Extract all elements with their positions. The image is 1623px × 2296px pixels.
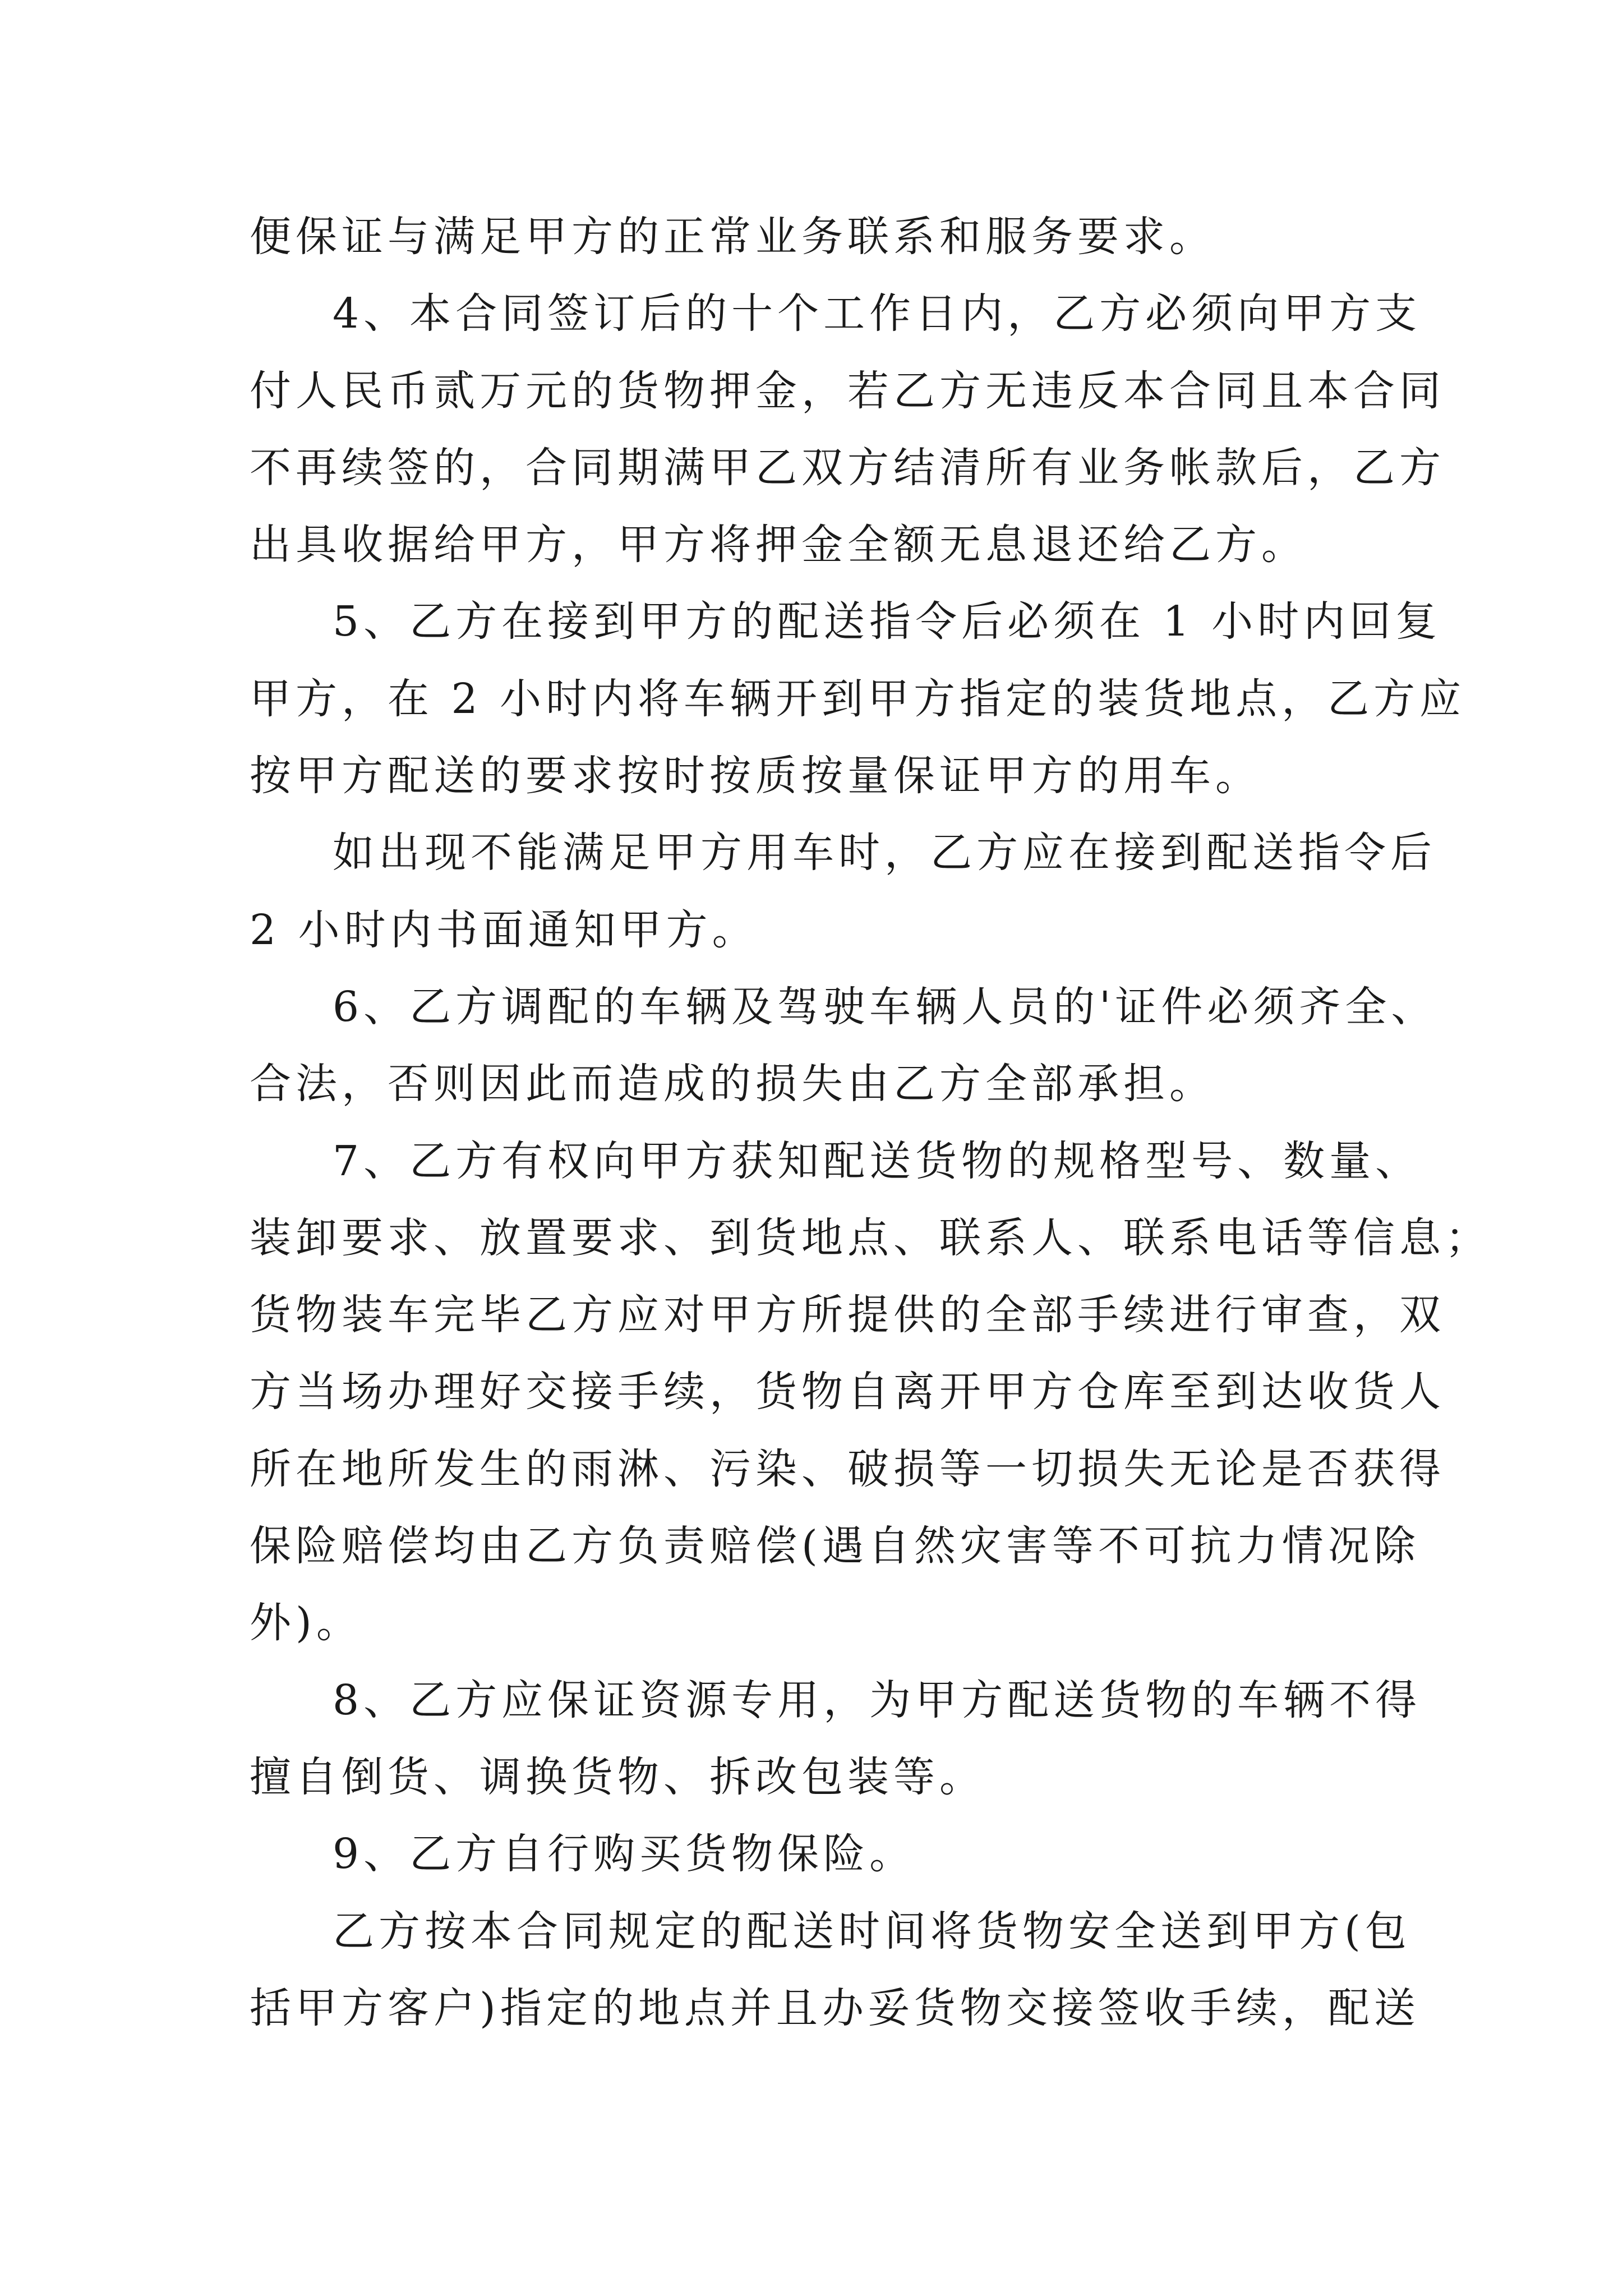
text-line: 4、本合同签订后的十个工作日内，乙方必须向甲方支 — [333, 289, 1422, 338]
text-line: 甲方，在 2 小时内将车辆开到甲方指定的装货地点，乙方应 — [250, 674, 1466, 723]
text-line: 便保证与满足甲方的正常业务联系和服务要求。 — [250, 213, 1215, 261]
text-line: 按甲方配送的要求按时按质按量保证甲方的用车。 — [250, 752, 1261, 800]
text-line: 括甲方客户)指定的地点并且办妥货物交接签收手续，配送 — [250, 1984, 1420, 2032]
text-line: 乙方按本合同规定的配送时间将货物安全送到甲方(包 — [333, 1907, 1411, 1955]
text-line: 2 小时内书面通知甲方。 — [250, 905, 758, 954]
text-line: 7、乙方有权向甲方获知配送货物的规格型号、数量、 — [333, 1137, 1422, 1185]
text-line: 货物装车完毕乙方应对甲方所提供的全部手续进行审查，双 — [250, 1291, 1445, 1340]
text-line: 装卸要求、放置要求、到货地点、联系人、联系电话等信息； — [250, 1213, 1491, 1262]
text-line: 合法，否则因此而造成的损失由乙方全部承担。 — [250, 1060, 1215, 1108]
text-line: 如出现不能满足甲方用车时，乙方应在接到配送指令后 — [333, 829, 1436, 877]
contract-text-body — [250, 199, 1491, 2047]
text-line: 擅自倒货、调换货物、拆改包装等。 — [250, 1752, 985, 1801]
text-line: 6、乙方调配的车辆及驾驶车辆人员的'证件必须齐全、 — [333, 982, 1437, 1031]
text-line: 所在地所发生的雨淋、污染、破损等一切损失无论是否获得 — [250, 1444, 1445, 1493]
text-line: 9、乙方自行购买货物保险。 — [333, 1830, 916, 1879]
text-line: 保险赔偿均由乙方负责赔偿(遇自然灾害等不可抗力情况除 — [250, 1522, 1420, 1571]
text-line: 8、乙方应保证资源专用，为甲方配送货物的车辆不得 — [333, 1676, 1422, 1724]
text-line: 出具收据给甲方，甲方将押金全额无息退还给乙方。 — [250, 521, 1307, 569]
text-line: 外)。 — [250, 1599, 362, 1648]
text-line: 方当场办理好交接手续，货物自离开甲方仓库至到达收货人 — [250, 1368, 1445, 1416]
text-line: 5、乙方在接到甲方的配送指令后必须在 1 小时内回复 — [333, 597, 1442, 646]
text-line: 不再续签的，合同期满甲乙双方结清所有业务帐款后，乙方 — [250, 443, 1445, 492]
text-line: 付人民币贰万元的货物押金，若乙方无违反本合同且本合同 — [250, 366, 1445, 415]
